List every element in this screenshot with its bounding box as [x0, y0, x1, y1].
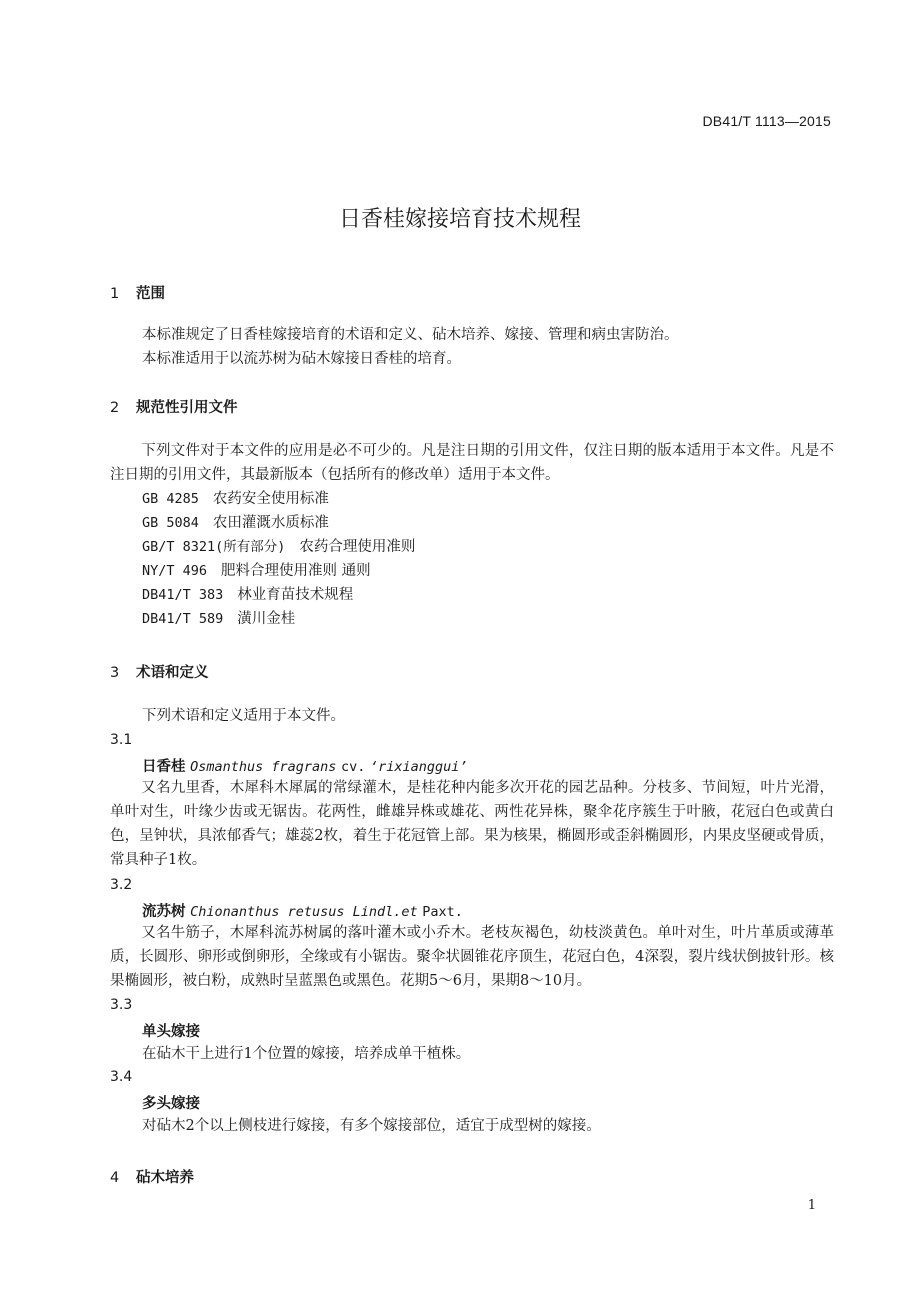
reference-name: 农药安全使用标准 [212, 491, 329, 507]
reference-item [142, 583, 353, 607]
clause-number: 3.2 [110, 877, 133, 893]
reference-code: GB 5084 [142, 515, 199, 531]
reference-name: 肥料合理使用准则 通则 [221, 563, 371, 579]
term-definition: 对砧木2个以上侧枝进行嫁接，有多个嫁接部位，适宜于成型树的嫁接。 [142, 1118, 601, 1134]
term-latin-name: Chionanthus retusus Lindl.et [190, 904, 418, 920]
section-3-heading [110, 661, 209, 682]
term-definition-text: 又名九里香，木犀科木犀属的常绿灌木，是桂花种内能多次开花的园艺品种。分枝多、节间短，叶片光滑，单叶对生，叶缘少齿或无锯齿。花两性，雌雄异株或雄花、两性花异株，聚伞花序簇生于叶腋，花冠白色或黄白色，呈钟状，具浓郁香气；雄蕊2枚，着生于花冠管上部。果为核果，椭圆形或歪斜椭圆形，内果皮坚硬或骨质，常具种子1枚。 [110, 780, 834, 868]
standard-code: DB41/T 1113—2015 [702, 113, 831, 129]
references-intro-text: 下列文件对于本文件的应用是必不可少的。凡是注日期的引用文件，仅注日期的版本适用于本文件。凡是不注日期的引用文件，其最新版本（包括所有的修改单）适用于本文件。 [110, 443, 834, 483]
term-heading [142, 755, 468, 776]
reference-code: GB 4285 [142, 491, 199, 507]
reference-code: DB41/T 589 [142, 611, 224, 627]
term-name: 日香桂 [142, 759, 186, 775]
reference-name: 潢川金桂 [237, 611, 296, 627]
section-title: 术语和定义 [136, 665, 209, 681]
section-title: 规范性引用文件 [136, 400, 238, 416]
references-intro [110, 439, 834, 487]
reference-item [142, 559, 371, 583]
term-definition [110, 776, 834, 872]
clause-number: 3.1 [110, 732, 133, 748]
term-name: 流苏树 [142, 904, 186, 920]
reference-code: GB/T 8321(所有部分) [142, 539, 286, 555]
section-2-heading [110, 396, 238, 417]
section-number: 2 [110, 400, 120, 416]
term-cv: cv. [341, 759, 366, 775]
term-definition: 在砧木干上进行1个位置的嫁接，培养成单干植株。 [142, 1046, 471, 1062]
section-number: 4 [110, 1170, 120, 1186]
reference-code: NY/T 496 [142, 563, 208, 579]
clause-number: 3.4 [110, 1069, 133, 1085]
section-number: 1 [110, 286, 120, 302]
term-cultivar: ‘rixianggui’ [370, 759, 468, 775]
term-name: 单头嫁接 [142, 1024, 200, 1040]
document-title: 日香桂嫁接培育技术规程 [338, 207, 581, 232]
term-heading [142, 1020, 200, 1041]
reference-item [142, 487, 329, 511]
scope-paragraph-1: 本标准规定了日香桂嫁接培育的术语和定义、砧木培养、嫁接、管理和病虫害防治。 [142, 327, 679, 343]
reference-name: 农药合理使用准则 [299, 539, 416, 555]
scope-paragraph-2: 本标准适用于以流苏树为砧木嫁接日香桂的培育。 [142, 351, 461, 367]
term-author: Paxt. [422, 904, 463, 920]
term-definition-text: 又名牛筋子，木犀科流苏树属的落叶灌木或小乔木。老枝灰褐色，幼枝淡黄色。单叶对生，叶片革质或薄革质，长圆形、卵形或倒卵形，全缘或有小锯齿。聚伞状圆锥花序顶生，花冠白色，4深裂，裂片线状倒披针形。核果椭圆形，被白粉，成熟时呈蓝黑色或黑色。花期5～6月，果期8～10月。 [110, 925, 834, 989]
page-number: 1 [807, 1198, 816, 1213]
term-heading [142, 900, 463, 921]
terms-intro: 下列术语和定义适用于本文件。 [142, 708, 345, 724]
section-4-heading [110, 1166, 194, 1187]
section-1-heading [110, 282, 165, 303]
reference-item [142, 511, 329, 535]
reference-name: 林业育苗技术规程 [237, 587, 354, 603]
term-heading [142, 1092, 200, 1113]
section-title: 范围 [136, 286, 165, 302]
term-latin-name: Osmanthus fragrans [190, 759, 337, 775]
term-definition [110, 921, 834, 993]
term-name: 多头嫁接 [142, 1096, 200, 1112]
reference-code: DB41/T 383 [142, 587, 224, 603]
section-number: 3 [110, 665, 120, 681]
clause-number: 3.3 [110, 997, 133, 1013]
reference-item [142, 535, 415, 559]
reference-item [142, 607, 295, 631]
reference-name: 农田灌溉水质标准 [212, 515, 329, 531]
section-title: 砧木培养 [136, 1170, 194, 1186]
